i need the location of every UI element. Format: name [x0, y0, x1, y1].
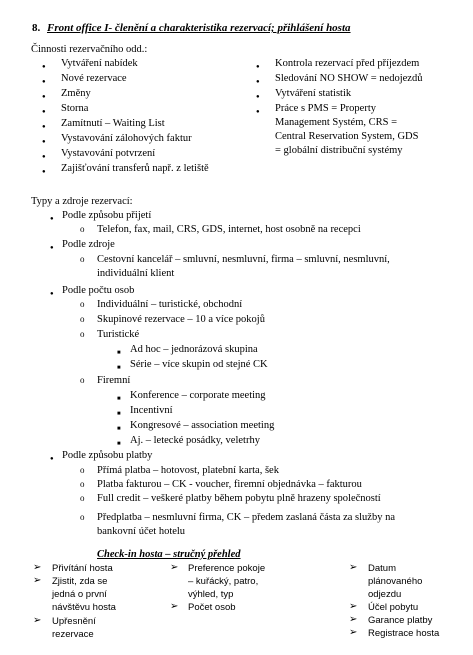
arrow-icon: ➢ [349, 627, 358, 638]
checkin-item-continued: rezervace [52, 629, 94, 640]
section-number: 8. [32, 22, 41, 34]
activity-item: Práce s PMS = Property [275, 103, 377, 114]
corporate-item: Incentivní [130, 405, 173, 416]
circle-bullet-icon: o [80, 465, 85, 475]
activity-item: Storna [61, 103, 89, 114]
square-bullet-icon: ■ [117, 441, 121, 447]
arrow-icon: ➢ [33, 562, 42, 573]
arrow-icon: ➢ [349, 601, 358, 612]
square-bullet-icon: ■ [117, 411, 121, 417]
arrow-icon: ➢ [349, 614, 358, 625]
arrow-icon: ➢ [170, 562, 179, 573]
type-source-detail: Cestovní kancelář – smluvní, nesmluvní, firma – smluvní, nesmluvní, [97, 254, 390, 265]
checkin-item: Garance platby [368, 615, 433, 626]
checkin-item: Počet osob [188, 602, 236, 613]
type-payment: Podle způsobu platby [62, 450, 153, 461]
square-bullet-icon: ■ [117, 350, 121, 356]
circle-bullet-icon: o [80, 375, 85, 385]
activity-item: Kontrola rezervací před příjezdem [275, 58, 420, 69]
activity-item-continued: Management Systém, CRS = [275, 117, 398, 128]
persons-corporate: Firemní [97, 375, 131, 386]
square-bullet-icon: ■ [117, 396, 121, 402]
circle-bullet-icon: o [80, 329, 85, 339]
checkin-item: Zjistit, zda se [52, 576, 108, 587]
corporate-item: Aj. – letecké posádky, veletrhy [130, 435, 260, 446]
checkin-item-continued: odjezdu [368, 589, 402, 600]
payment-prepay: Předplatba – nesmluvní firma, CK – předem zaslaná částa za služby na [97, 512, 395, 523]
payment-item: Přímá platba – hotovost, platební karta, šek [97, 465, 279, 476]
type-source: Podle zdroje [62, 239, 115, 250]
bullet-icon: ● [42, 64, 46, 70]
checkin-title: Check-in hosta – stručný přehled [97, 549, 241, 560]
arrow-icon: ➢ [170, 601, 179, 612]
circle-bullet-icon: o [80, 512, 85, 522]
activity-item: Vytváření nabídek [61, 58, 138, 69]
bullet-icon: ● [42, 109, 46, 115]
circle-bullet-icon: o [80, 493, 85, 503]
checkin-item: Účel pobytu [368, 602, 419, 613]
checkin-item: Upřesnění [52, 616, 96, 627]
checkin-item-continued: výhled, typ [188, 589, 234, 600]
bullet-icon: ● [42, 94, 46, 100]
bullet-icon: ● [256, 64, 260, 70]
circle-bullet-icon: o [80, 224, 85, 234]
activities-label: Činnosti rezervačního odd.: [31, 44, 148, 55]
corporate-item: Kongresové – association meeting [130, 420, 275, 431]
circle-bullet-icon: o [80, 299, 85, 309]
activity-item: Nové rezervace [61, 73, 127, 84]
corporate-item: Konference – corporate meeting [130, 390, 266, 401]
bullet-icon: ● [42, 139, 46, 145]
activity-item: Vystavování zálohových faktur [61, 133, 192, 144]
section-heading [32, 22, 351, 35]
circle-bullet-icon: o [80, 314, 85, 324]
types-label: Typy a zdroje rezervací: [31, 196, 133, 207]
type-acceptance-detail: Telefon, fax, mail, CRS, GDS, internet, host osobně na recepci [97, 224, 361, 235]
persons-group: Skupinové rezervace – 10 a více pokojů [97, 314, 265, 325]
bullet-icon: ● [50, 291, 54, 297]
activity-item-continued: Central Reservation System, GDS [275, 131, 419, 142]
bullet-icon: ● [42, 79, 46, 85]
type-persons: Podle počtu osob [62, 285, 135, 296]
payment-item: Platba fakturou – CK - voucher, firemní objednávka – fakturou [97, 479, 362, 490]
activity-item: Vytváření statistik [275, 88, 352, 99]
arrow-icon: ➢ [33, 615, 42, 626]
circle-bullet-icon: o [80, 254, 85, 264]
bullet-icon: ● [42, 169, 46, 175]
circle-bullet-icon: o [80, 479, 85, 489]
tourist-adhoc: Ad hoc – jednorázová skupina [130, 344, 258, 355]
section-title: Front office I- členění a charakteristika rezervací; přihlášení hosta [47, 22, 351, 34]
bullet-icon: ● [50, 216, 54, 222]
type-acceptance: Podle způsobu přijetí [62, 210, 152, 221]
activity-item: Změny [61, 88, 91, 99]
square-bullet-icon: ■ [117, 426, 121, 432]
bullet-icon: ● [50, 245, 54, 251]
activity-item: Vystavování potvrzení [61, 148, 156, 159]
type-source-detail-continued: individuální klient [97, 268, 175, 279]
checkin-item-continued: návštěvu hosta [52, 602, 116, 613]
arrow-icon: ➢ [349, 562, 358, 573]
bullet-icon: ● [42, 154, 46, 160]
bullet-icon: ● [42, 124, 46, 130]
persons-individual: Individuální – turistické, obchodní [97, 299, 243, 310]
arrow-icon: ➢ [33, 575, 42, 586]
activity-item: Zamítnutí – Waiting List [61, 118, 165, 129]
bullet-icon: ● [256, 79, 260, 85]
payment-item: Full credit – veškeré platby během pobytu plně hrazeny společností [97, 493, 381, 504]
checkin-item: Registrace hosta [368, 628, 440, 639]
persons-tourist: Turistické [97, 329, 140, 340]
bullet-icon: ● [50, 456, 54, 462]
bullet-icon: ● [256, 109, 260, 115]
activity-item: Sledování NO SHOW = nedojezdů [275, 73, 423, 84]
checkin-item: Datum [368, 563, 396, 574]
bullet-icon: ● [256, 94, 260, 100]
square-bullet-icon: ■ [117, 365, 121, 371]
checkin-item-continued: plánovaného [368, 576, 423, 587]
activity-item: Zajišťování transferů např. z letiště [61, 163, 209, 174]
checkin-item: Preference pokoje [188, 563, 266, 574]
payment-prepay-continued: bankovní účet hotelu [97, 526, 186, 537]
tourist-series: Série – více skupin od stejné CK [130, 359, 268, 370]
checkin-item: Přivítání hosta [52, 563, 113, 574]
activity-item-continued: = globální distribuční systémy [275, 145, 403, 156]
checkin-item-continued: – kuřácký, patro, [188, 576, 259, 587]
checkin-item-continued: jedná o první [52, 589, 107, 600]
